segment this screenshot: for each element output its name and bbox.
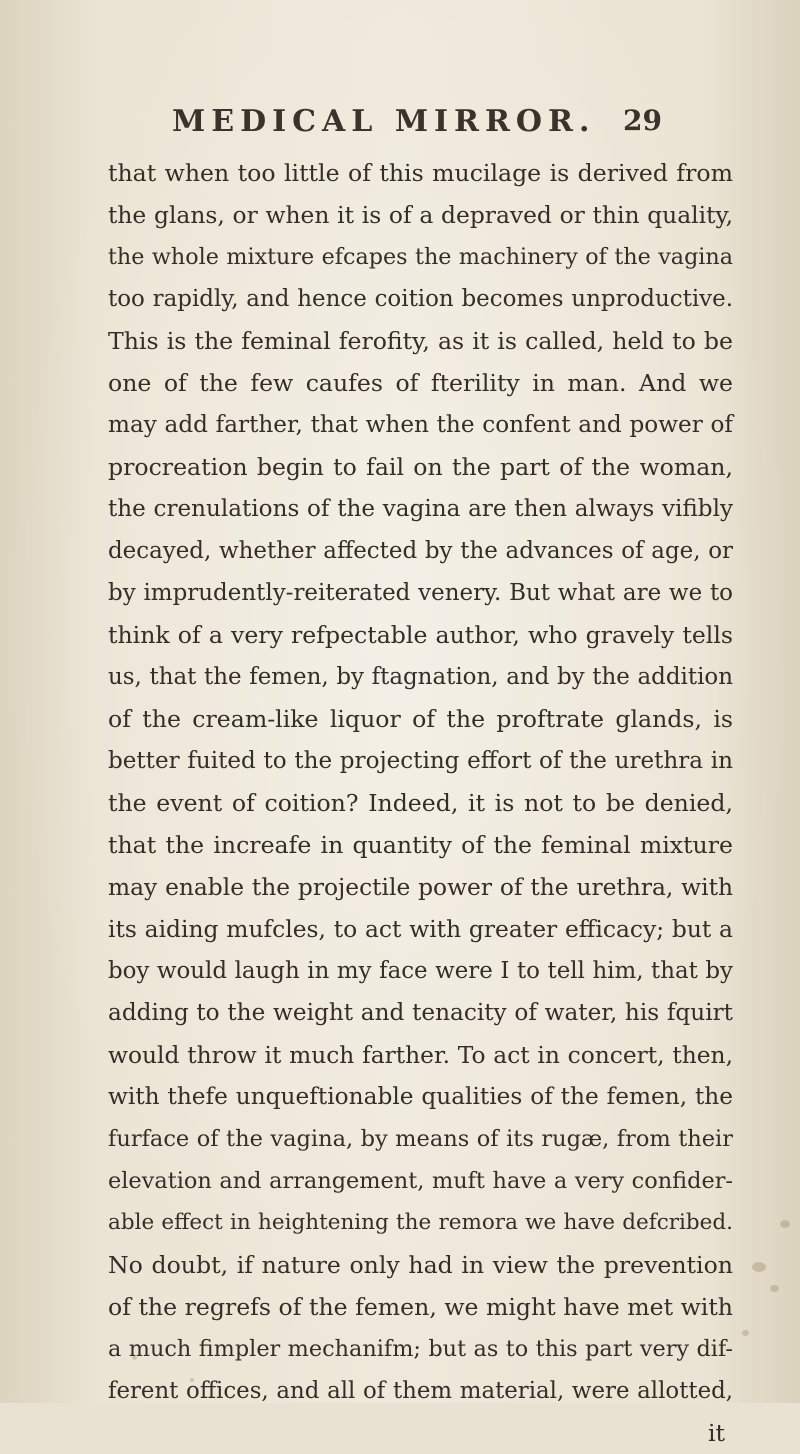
text-line: No doubt, if nature only had in view the prevention bbox=[108, 1251, 733, 1279]
paper-stain bbox=[742, 1330, 749, 1336]
text-line: the crenulations of the vagina are then always vifibly bbox=[108, 496, 733, 522]
text-line: with thefe unqueftionable qualities of the femen, the bbox=[108, 1083, 733, 1110]
paper-stain bbox=[752, 1262, 766, 1272]
text-line: the glans, or when it is of a depraved or thin quality, bbox=[108, 201, 733, 229]
text-line: us, that the femen, by ftagnation, and by the addition bbox=[108, 664, 733, 690]
text-line: of the regrefs of the femen, we might have met with bbox=[108, 1293, 733, 1321]
paper-stain bbox=[780, 1220, 790, 1228]
text-line: elevation and arrangement, muft have a very confider- bbox=[108, 1168, 733, 1194]
text-line: think of a very refpectable author, who gravely tells bbox=[108, 621, 733, 649]
text-line: that the increafe in quantity of the feminal mixture bbox=[108, 831, 733, 859]
paper-stain bbox=[770, 1285, 779, 1292]
text-line: better fuited to the projecting effort of the urethra in bbox=[108, 748, 733, 774]
text-line: able effect in heightening the remora we have defcribed. bbox=[108, 1210, 733, 1235]
text-line: This is the feminal ferofity, as it is called, held to be bbox=[108, 327, 733, 355]
text-line: the event of coition? Indeed, it is not to be denied, bbox=[108, 789, 733, 817]
text-line: one of the few caufes of fterility in man. And we bbox=[108, 369, 733, 397]
text-line: that when too little of this mucilage is derived from bbox=[108, 159, 733, 187]
text-line: too rapidly, and hence coition becomes unproductive. bbox=[108, 286, 733, 312]
text-line: its aiding mufcles, to act with greater efficacy; but a bbox=[108, 915, 733, 943]
text-line: a much fimpler mechanifm; but as to this part very dif- bbox=[108, 1336, 733, 1362]
text-line: by imprudently-reiterated venery. But what are we to bbox=[108, 580, 733, 606]
text-line: may add farther, that when the confent and power of bbox=[108, 412, 733, 438]
page-number: 29 bbox=[623, 104, 662, 137]
text-line: furface of the vagina, by means of its rugæ, from their bbox=[108, 1126, 733, 1152]
text-line: ferent offices, and all of them material, were allotted, bbox=[108, 1378, 733, 1404]
text-line: adding to the weight and tenacity of water, his fquirt bbox=[108, 999, 733, 1026]
text-line: the whole mixture efcapes the machinery of the vagina bbox=[108, 244, 733, 270]
text-line: may enable the projectile power of the urethra, with bbox=[108, 873, 733, 901]
body-text bbox=[108, 152, 733, 1454]
text-line: of the cream-like liquor of the proftrate glands, is bbox=[108, 705, 733, 733]
text-line: boy would laugh in my face were I to tell him, that by bbox=[108, 958, 733, 984]
text-line: procreation begin to fail on the part of the woman, bbox=[108, 453, 733, 481]
text-line: decayed, whether affected by the advances of age, or bbox=[108, 538, 733, 564]
text-line: would throw it much farther. To act in concert, then, bbox=[108, 1041, 733, 1069]
running-head: MEDICAL MIRROR. bbox=[172, 104, 596, 139]
page-header bbox=[172, 104, 662, 144]
catchword: it bbox=[707, 1419, 725, 1447]
